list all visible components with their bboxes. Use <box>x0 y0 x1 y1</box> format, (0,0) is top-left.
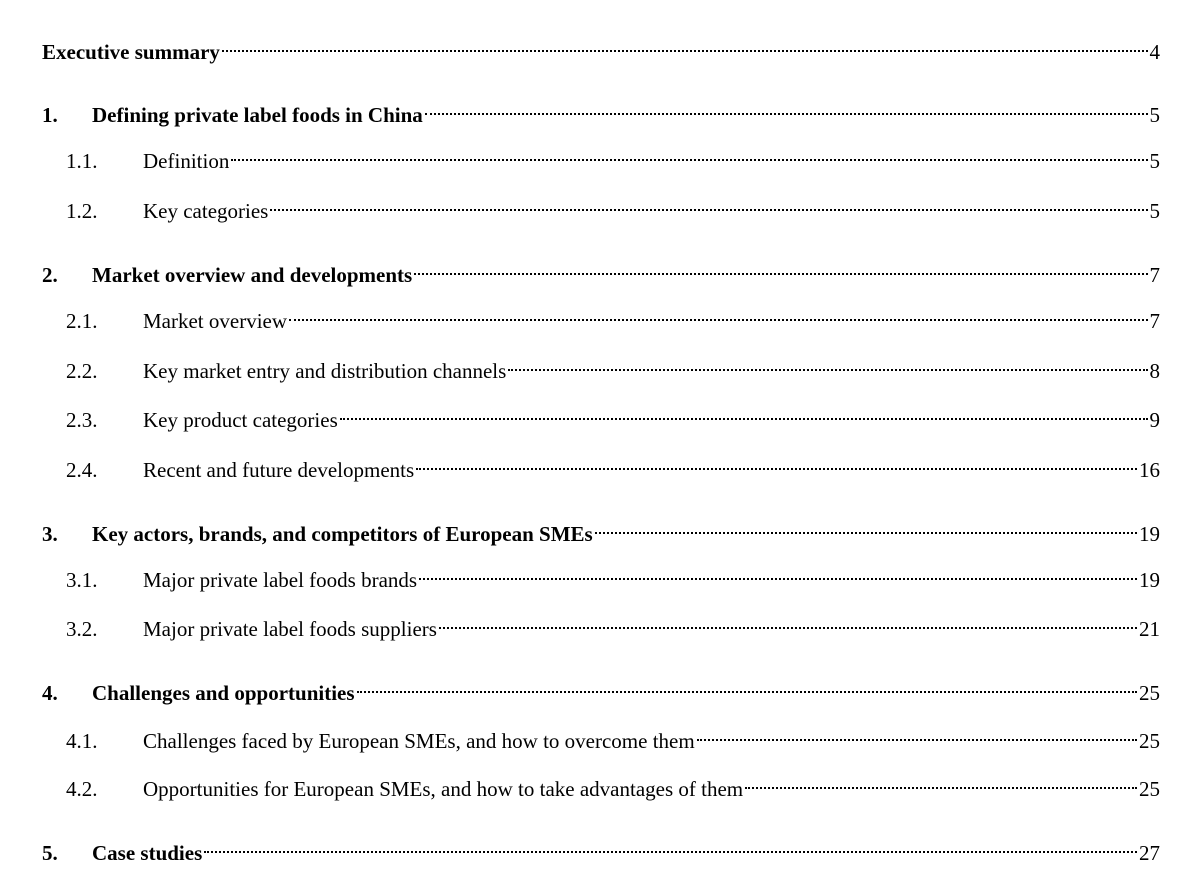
toc-entry-section-2-4[interactable] <box>66 447 1160 482</box>
toc-entry-number: 1.1. <box>66 149 98 173</box>
toc-entry-page: 25 <box>1139 681 1160 705</box>
toc-entry-section-2-2[interactable] <box>66 348 1160 383</box>
toc-entry-page: 16 <box>1139 458 1160 482</box>
toc-entry-page: 25 <box>1139 777 1160 801</box>
toc-entry-number: 2.1. <box>66 309 98 333</box>
toc-entry-page: 7 <box>1149 309 1160 333</box>
dot-leader <box>697 718 1137 748</box>
toc-entry-page: 21 <box>1139 617 1160 641</box>
dot-leader <box>745 766 1137 796</box>
toc-entry-title: Market overview <box>143 309 288 333</box>
toc-entry-page: 8 <box>1149 359 1160 383</box>
toc-entry-page: 9 <box>1149 408 1160 432</box>
toc-entry-page: 5 <box>1149 199 1160 223</box>
dot-leader <box>222 29 1148 59</box>
dot-leader <box>270 188 1147 218</box>
toc-entry-section-2-3[interactable] <box>66 397 1160 432</box>
toc-entry-title: Major private label foods suppliers <box>143 617 437 641</box>
dot-leader <box>508 348 1147 378</box>
toc-entry-number: 2.3. <box>66 408 98 432</box>
toc-entry-title: Definition <box>143 149 230 173</box>
toc-entry-section-5[interactable] <box>42 830 1160 865</box>
toc-entry-page: 4 <box>1149 40 1160 64</box>
toc-entry-page: 25 <box>1139 729 1160 753</box>
toc-entry-section-3-1[interactable] <box>66 557 1160 592</box>
toc-entry-number: 4.1. <box>66 729 98 753</box>
toc-entry-number: 3.1. <box>66 568 98 592</box>
toc-entry-number: 1. <box>42 103 58 127</box>
toc-entry-section-4-1[interactable] <box>66 718 1160 753</box>
toc-entry-number: 3. <box>42 522 58 546</box>
toc-entry-number: 4.2. <box>66 777 98 801</box>
toc-entry-title: Major private label foods brands <box>143 568 418 592</box>
toc-entry-page: 27 <box>1139 841 1160 865</box>
dot-leader <box>414 252 1147 282</box>
dot-leader <box>357 670 1137 700</box>
toc-entry-section-1-1[interactable] <box>66 138 1160 173</box>
toc-entry-title: Market overview and developments <box>92 263 413 287</box>
toc-entry-page: 19 <box>1139 568 1160 592</box>
toc-entry-section-4[interactable] <box>42 670 1160 705</box>
dot-leader <box>231 138 1147 168</box>
toc-entry-page: 7 <box>1149 263 1160 287</box>
toc-entry-number: 5. <box>42 841 58 865</box>
toc-entry-title: Recent and future developments <box>143 458 415 482</box>
toc-entry-title: Defining private label foods in China <box>92 103 423 127</box>
toc-entry-number: 2.2. <box>66 359 98 383</box>
toc-entry-title: Key categories <box>143 199 269 223</box>
toc-entry-page: 5 <box>1149 103 1160 127</box>
toc-entry-number: 2.4. <box>66 458 98 482</box>
toc-entry-section-2[interactable] <box>42 252 1160 287</box>
toc-entry-number: 3.2. <box>66 617 98 641</box>
dot-leader <box>419 557 1137 587</box>
toc-entry-section-1-2[interactable] <box>66 188 1160 223</box>
toc-entry-section-1[interactable] <box>42 92 1160 127</box>
toc-entry-page: 19 <box>1139 522 1160 546</box>
toc-entry-number: 1.2. <box>66 199 98 223</box>
toc-entry-executive-summary[interactable] <box>42 29 1160 64</box>
toc-entry-section-2-1[interactable] <box>66 298 1160 333</box>
dot-leader <box>439 606 1137 636</box>
toc-entry-section-3[interactable] <box>42 511 1160 546</box>
dot-leader <box>204 830 1137 860</box>
toc-entry-number: 4. <box>42 681 58 705</box>
toc-entry-title: Challenges and opportunities <box>92 681 355 705</box>
toc-entry-number: 2. <box>42 263 58 287</box>
dot-leader <box>340 397 1148 427</box>
toc-entry-title: Key market entry and distribution channels <box>143 359 507 383</box>
dot-leader <box>595 511 1137 541</box>
toc-entry-title: Case studies <box>92 841 203 865</box>
toc-entry-title: Executive summary <box>42 40 220 64</box>
toc-entry-title: Key product categories <box>143 408 338 432</box>
toc-entry-title: Opportunities for European SMEs, and how to take advantages of them <box>143 777 744 801</box>
toc-entry-section-4-2[interactable] <box>66 766 1160 801</box>
dot-leader <box>289 298 1147 328</box>
dot-leader <box>425 92 1148 122</box>
dot-leader <box>416 447 1137 477</box>
toc-entry-title: Key actors, brands, and competitors of European SMEs <box>92 522 593 546</box>
toc-entry-section-3-2[interactable] <box>66 606 1160 641</box>
toc-entry-title: Challenges faced by European SMEs, and how to overcome them <box>143 729 695 753</box>
toc-entry-page: 5 <box>1149 149 1160 173</box>
